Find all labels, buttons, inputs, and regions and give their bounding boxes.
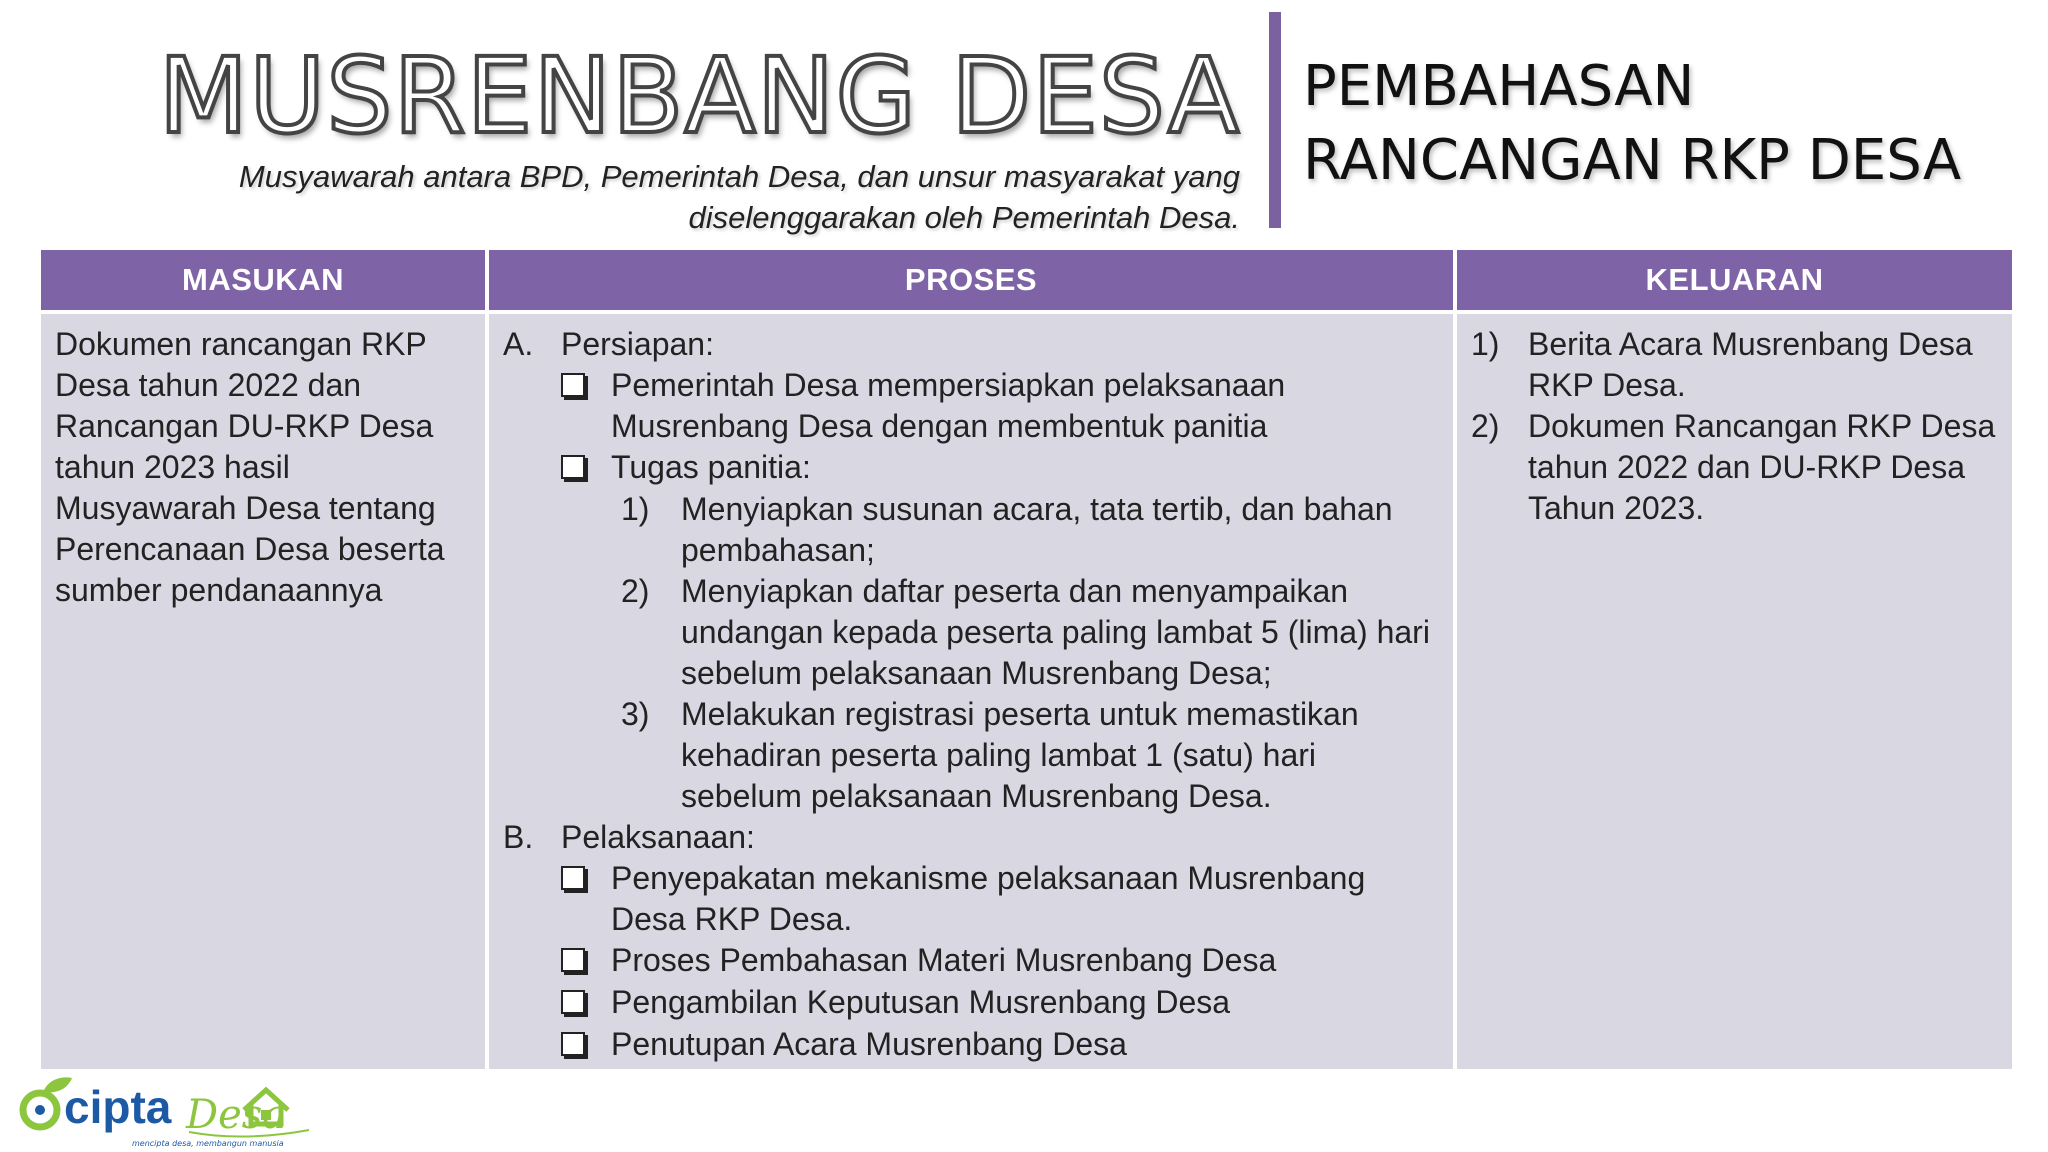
checkbox-bullet-icon <box>561 990 585 1014</box>
list-item <box>503 982 1439 1024</box>
numbered-item <box>503 694 1439 817</box>
header-masukan: MASUKAN <box>41 250 485 310</box>
section-a-label: A. <box>503 326 534 362</box>
output-number: 1) <box>1471 326 1500 362</box>
item-text: Melakukan registrasi peserta untuk memastikan kehadiran peserta paling lambat 1 (satu) hari sebelum pelaksanaan Musrenbang Desa. <box>681 696 1359 814</box>
masukan-line: Rancangan DU-RKP Desa <box>55 408 434 444</box>
list-item <box>503 940 1439 982</box>
cipta-desa-logo <box>14 1068 324 1152</box>
section-b <box>503 817 1439 858</box>
list-item <box>503 365 1439 447</box>
page-subtitle <box>95 156 1240 238</box>
subtitle-line-2: diselenggarakan oleh Pemerintah Desa. <box>688 200 1240 235</box>
numbered-item <box>503 571 1439 694</box>
list-item-text: Penyepakatan mekanisme pelaksanaan Musrenbang Desa RKP Desa. <box>611 860 1366 937</box>
section-a <box>503 324 1439 365</box>
list-item-text: Penutupan Acara Musrenbang Desa <box>611 1026 1127 1062</box>
section-a-title: Persiapan: <box>561 326 714 362</box>
checkbox-bullet-icon <box>561 948 585 972</box>
cell-keluaran <box>1457 314 2012 1069</box>
masukan-line: Desa tahun 2022 dan <box>55 367 362 403</box>
masukan-line: sumber pendanaannya <box>55 572 383 608</box>
cell-masukan <box>41 314 485 1069</box>
masukan-line: tahun 2023 hasil <box>55 449 290 485</box>
topic-heading <box>1303 50 2023 198</box>
numbered-item <box>503 489 1439 571</box>
masukan-line: Musyawarah Desa tentang <box>55 490 436 526</box>
checkbox-bullet-icon <box>561 455 585 479</box>
logo-script: Desa <box>186 1092 287 1138</box>
item-number: 2) <box>621 573 650 609</box>
output-text: Dokumen Rancangan RKP Desa tahun 2022 dan DU-RKP Desa Tahun 2023. <box>1528 408 1996 526</box>
checkbox-bullet-icon <box>561 373 585 397</box>
item-number: 3) <box>621 696 650 732</box>
logo-brand: cipta <box>64 1081 172 1133</box>
topic-line-1: PEMBAHASAN <box>1303 54 1695 119</box>
checkbox-bullet-icon <box>561 1032 585 1056</box>
list-item <box>503 858 1439 940</box>
checkbox-bullet-icon <box>561 866 585 890</box>
section-b-title: Pelaksanaan: <box>561 819 755 855</box>
topic-line-2: RANCANGAN RKP DESA <box>1303 128 1962 193</box>
list-item-text: Proses Pembahasan Materi Musrenbang Desa <box>611 942 1277 978</box>
output-item <box>1471 406 1998 529</box>
masukan-line: Perencanaan Desa beserta <box>55 531 445 567</box>
output-text: Berita Acara Musrenbang Desa RKP Desa. <box>1528 326 1973 403</box>
logo-tagline: mencipta desa, membangun manusia <box>132 1139 284 1148</box>
header-left <box>95 35 1240 238</box>
list-item-text: Pemerintah Desa mempersiapkan pelaksanaan Musrenbang Desa dengan membentuk panitia <box>611 367 1286 444</box>
page-title: MUSRENBANG DESA <box>158 35 1240 157</box>
section-b-label: B. <box>503 819 534 855</box>
item-text: Menyiapkan susunan acara, tata tertib, dan bahan pembahasan; <box>681 491 1393 568</box>
masukan-line: Dokumen rancangan RKP <box>55 326 427 362</box>
list-item <box>503 447 1439 489</box>
output-item <box>1471 324 1998 406</box>
header-proses: PROSES <box>489 250 1453 310</box>
list-item-text: Pengambilan Keputusan Musrenbang Desa <box>611 984 1231 1020</box>
list-item <box>503 1024 1439 1066</box>
cell-proses <box>489 314 1453 1069</box>
list-item-text: Tugas panitia: <box>611 449 811 485</box>
item-text: Menyiapkan daftar peserta dan menyampaikan undangan kepada peserta paling lambat 5 (lima) hari sebelum pelaksanaan Musrenbang Desa; <box>681 573 1430 691</box>
subtitle-line-1: Musyawarah antara BPD, Pemerintah Desa, dan unsur masyarakat yang <box>238 159 1240 194</box>
output-number: 2) <box>1471 408 1500 444</box>
header-divider <box>1269 12 1281 228</box>
process-table <box>41 250 2012 1065</box>
header-keluaran: KELUARAN <box>1457 250 2012 310</box>
item-number: 1) <box>621 491 650 527</box>
